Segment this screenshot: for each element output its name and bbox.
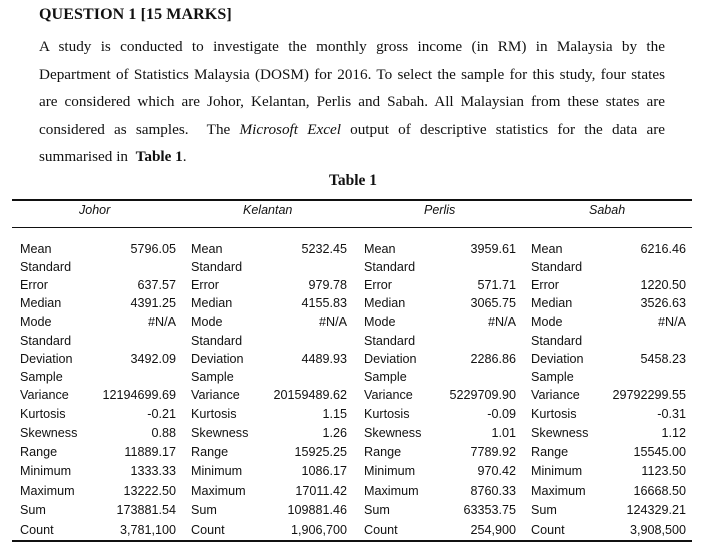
- value-kelantan-13: 17011.42: [295, 484, 347, 498]
- table-header-rule: [12, 227, 692, 228]
- value-perlis-14: 63353.75: [463, 503, 516, 517]
- line-5-text-b: .: [182, 148, 187, 166]
- value-perlis-3: 3065.75: [470, 296, 516, 310]
- value-perlis-11: 7789.92: [470, 445, 516, 459]
- row-label-sabah-12: Minimum: [531, 464, 583, 478]
- value-johor-13: 13222.50: [123, 484, 176, 498]
- value-perlis-0: 3959.61: [470, 242, 516, 256]
- row-label-sabah-10: Skewness: [531, 426, 589, 440]
- row-label-sabah-3: Median: [531, 296, 573, 310]
- value-sabah-3: 3526.63: [640, 296, 686, 310]
- value-sabah-15: 3,908,500: [629, 523, 686, 537]
- value-kelantan-14: 109881.46: [287, 503, 347, 517]
- value-johor-4: #N/A: [148, 315, 176, 329]
- row-label-perlis-0: Mean: [364, 242, 396, 256]
- row-label-perlis-11: Range: [364, 445, 402, 459]
- table-bottom-rule: [12, 540, 692, 542]
- row-label-perlis-14: Sum: [364, 503, 390, 517]
- line-4-text-b: output of descriptive statistics for the data are: [340, 120, 666, 138]
- row-label-perlis-5: Standard: [364, 334, 416, 348]
- row-label-kelantan-0: Mean: [191, 242, 223, 256]
- paragraph-line-2: [39, 61, 665, 89]
- value-kelantan-6: 4489.93: [301, 352, 347, 366]
- row-label-kelantan-8: Variance: [191, 388, 240, 402]
- line-2-text: Department of Statistics Malaysia (DOSM) for 2016. To select the sample for this study, four states: [39, 65, 665, 83]
- row-label-perlis-13: Maximum: [364, 484, 419, 498]
- row-label-johor-1: Standard: [20, 260, 72, 274]
- row-label-kelantan-5: Standard: [191, 334, 243, 348]
- value-kelantan-11: 15925.25: [294, 445, 347, 459]
- row-label-johor-10: Skewness: [20, 426, 78, 440]
- value-johor-3: 4391.25: [130, 296, 176, 310]
- row-label-perlis-3: Median: [364, 296, 406, 310]
- value-kelantan-2: 979.78: [308, 278, 347, 292]
- value-perlis-4: #N/A: [488, 315, 516, 329]
- row-label-sabah-7: Sample: [531, 370, 574, 384]
- value-perlis-9: -0.09: [487, 407, 516, 421]
- value-kelantan-8: 20159489.62: [273, 388, 347, 402]
- row-label-johor-7: Sample: [20, 370, 63, 384]
- row-label-sabah-8: Variance: [531, 388, 580, 402]
- column-header-johor: Johor: [79, 203, 111, 217]
- table-top-rule: [12, 199, 692, 201]
- software-name: Microsoft Excel: [239, 120, 341, 138]
- row-label-sabah-11: Range: [531, 445, 569, 459]
- paragraph-line-3: [39, 88, 665, 116]
- table-reference: Table 1: [135, 148, 183, 166]
- value-johor-14: 173881.54: [116, 503, 176, 517]
- row-label-sabah-4: Mode: [531, 315, 563, 329]
- row-label-perlis-7: Sample: [364, 370, 407, 384]
- value-sabah-0: 6216.46: [640, 242, 686, 256]
- line-4-text-a: considered as samples. The: [39, 120, 240, 138]
- row-label-johor-9: Kurtosis: [20, 407, 66, 421]
- value-sabah-14: 124329.21: [626, 503, 686, 517]
- row-label-kelantan-4: Mode: [191, 315, 223, 329]
- line-3-text: are considered which are Johor, Kelantan, Perlis and Sabah. All Malaysian from these states are: [39, 93, 665, 111]
- value-sabah-2: 1220.50: [640, 278, 686, 292]
- row-label-johor-5: Standard: [20, 334, 72, 348]
- value-perlis-15: 254,900: [470, 523, 516, 537]
- row-label-kelantan-1: Standard: [191, 260, 243, 274]
- row-label-kelantan-9: Kurtosis: [191, 407, 237, 421]
- row-label-perlis-8: Variance: [364, 388, 413, 402]
- value-sabah-13: 16668.50: [633, 484, 686, 498]
- row-label-perlis-4: Mode: [364, 315, 396, 329]
- value-sabah-12: 1123.50: [641, 464, 686, 478]
- value-kelantan-9: 1.15: [322, 407, 347, 421]
- value-johor-11: 11889.17: [124, 445, 176, 459]
- value-sabah-10: 1.12: [661, 426, 686, 440]
- row-label-johor-4: Mode: [20, 315, 52, 329]
- value-kelantan-10: 1.26: [322, 426, 347, 440]
- table-title: Table 1: [328, 172, 378, 189]
- row-label-sabah-2: Error: [531, 278, 559, 292]
- value-perlis-2: 571.71: [477, 278, 516, 292]
- value-johor-15: 3,781,100: [119, 523, 176, 537]
- line-1-text: A study is conducted to investigate the monthly gross income (in RM) in Malaysia by the: [39, 38, 665, 55]
- row-label-perlis-2: Error: [364, 278, 392, 292]
- row-label-johor-15: Count: [20, 523, 54, 537]
- paragraph-line-5: [39, 143, 665, 171]
- value-sabah-11: 15545.00: [633, 445, 686, 459]
- value-sabah-4: #N/A: [658, 315, 686, 329]
- value-perlis-8: 5229709.90: [449, 388, 516, 402]
- question-heading: QUESTION 1 [15 MARKS]: [39, 6, 232, 23]
- value-johor-12: 1333.33: [130, 464, 176, 478]
- row-label-kelantan-11: Range: [191, 445, 229, 459]
- row-label-kelantan-15: Count: [191, 523, 225, 537]
- value-sabah-8: 29792299.55: [612, 388, 686, 402]
- row-label-kelantan-13: Maximum: [191, 484, 246, 498]
- row-label-perlis-12: Minimum: [364, 464, 416, 478]
- value-perlis-12: 970.42: [477, 464, 516, 478]
- value-perlis-10: 1.01: [491, 426, 516, 440]
- row-label-kelantan-2: Error: [191, 278, 219, 292]
- column-header-perlis: Perlis: [424, 203, 456, 217]
- row-label-sabah-13: Maximum: [531, 484, 586, 498]
- value-johor-9: -0.21: [147, 407, 176, 421]
- column-header-kelantan: Kelantan: [243, 203, 293, 217]
- row-label-kelantan-6: Deviation: [191, 352, 244, 366]
- column-header-sabah: Sabah: [589, 203, 626, 217]
- row-label-perlis-15: Count: [364, 523, 398, 537]
- value-kelantan-0: 5232.45: [301, 242, 347, 256]
- row-label-johor-0: Mean: [20, 242, 52, 256]
- row-label-johor-12: Minimum: [20, 464, 72, 478]
- value-perlis-6: 2286.86: [470, 352, 516, 366]
- row-label-perlis-9: Kurtosis: [364, 407, 410, 421]
- row-label-kelantan-3: Median: [191, 296, 233, 310]
- value-kelantan-4: #N/A: [319, 315, 347, 329]
- value-kelantan-3: 4155.83: [301, 296, 347, 310]
- line-5-text-a: summarised in: [39, 148, 136, 166]
- value-johor-0: 5796.05: [130, 242, 176, 256]
- paragraph-line-1: [39, 33, 665, 61]
- row-label-sabah-6: Deviation: [531, 352, 584, 366]
- row-label-johor-13: Maximum: [20, 484, 75, 498]
- value-johor-6: 3492.09: [130, 352, 176, 366]
- value-kelantan-12: 1086.17: [301, 464, 347, 478]
- value-johor-8: 12194699.69: [102, 388, 176, 402]
- value-kelantan-15: 1,906,700: [290, 523, 347, 537]
- value-johor-10: 0.88: [151, 426, 176, 440]
- row-label-johor-14: Sum: [20, 503, 46, 517]
- value-perlis-13: 8760.33: [470, 484, 516, 498]
- value-sabah-9: -0.31: [657, 407, 686, 421]
- row-label-johor-3: Median: [20, 296, 62, 310]
- row-label-sabah-5: Standard: [531, 334, 583, 348]
- value-sabah-6: 5458.23: [640, 352, 686, 366]
- value-johor-2: 637.57: [137, 278, 176, 292]
- row-label-kelantan-14: Sum: [191, 503, 217, 517]
- row-label-perlis-1: Standard: [364, 260, 416, 274]
- row-label-perlis-10: Skewness: [364, 426, 422, 440]
- question-paragraph: [39, 33, 665, 171]
- row-label-sabah-15: Count: [531, 523, 565, 537]
- row-label-sabah-9: Kurtosis: [531, 407, 577, 421]
- row-label-kelantan-10: Skewness: [191, 426, 249, 440]
- row-label-sabah-0: Mean: [531, 242, 563, 256]
- row-label-johor-8: Variance: [20, 388, 69, 402]
- row-label-johor-6: Deviation: [20, 352, 73, 366]
- row-label-kelantan-7: Sample: [191, 370, 234, 384]
- row-label-perlis-6: Deviation: [364, 352, 417, 366]
- row-label-sabah-1: Standard: [531, 260, 583, 274]
- row-label-sabah-14: Sum: [531, 503, 557, 517]
- row-label-johor-11: Range: [20, 445, 58, 459]
- row-label-johor-2: Error: [20, 278, 48, 292]
- row-label-kelantan-12: Minimum: [191, 464, 243, 478]
- paragraph-line-4: [39, 116, 665, 144]
